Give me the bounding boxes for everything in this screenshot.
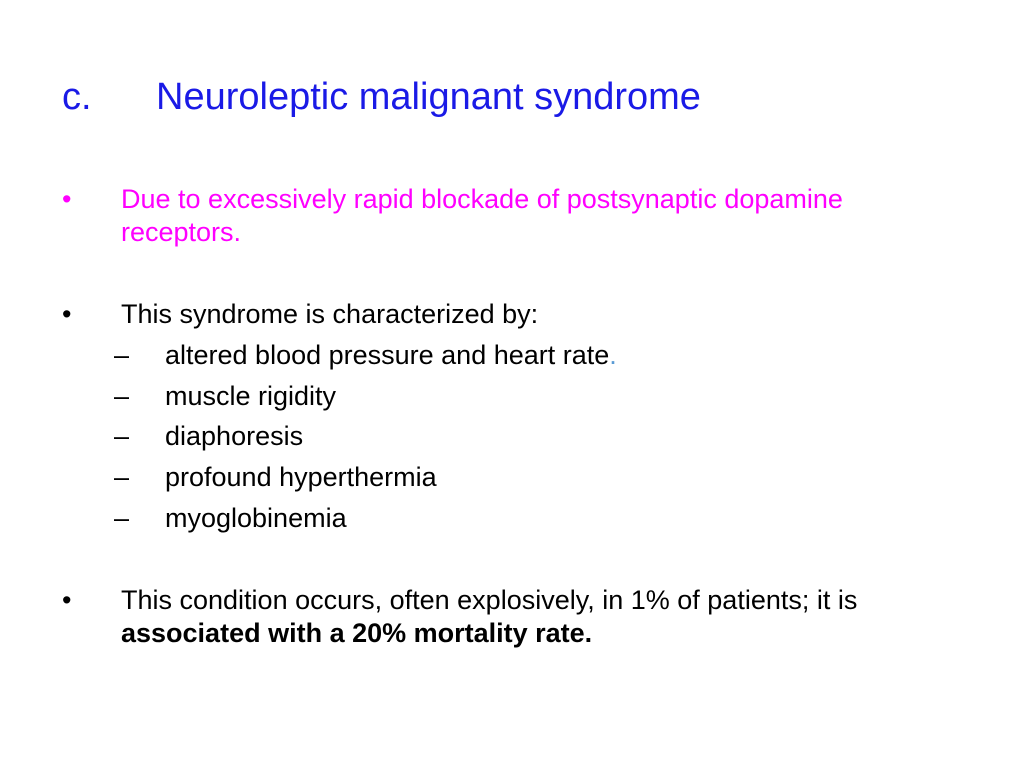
sub-item-marker: – [114, 421, 130, 451]
sub-item-marker: – [114, 503, 130, 533]
bullet-text [121, 584, 941, 650]
bullet-text: This syndrome is characterized by: [121, 299, 539, 329]
bullet-marker: • [62, 585, 72, 615]
sub-item-marker: – [114, 381, 130, 411]
sub-item-text: diaphoresis [165, 421, 304, 451]
bullet-marker: • [62, 184, 72, 214]
title-text: Neuroleptic malignant syndrome [156, 76, 701, 118]
sub-item-text: profound hyperthermia [165, 462, 437, 492]
slide-title [62, 74, 701, 120]
sub-item-text [165, 339, 617, 372]
bullet-text: Due to excessively rapid blockade of postsynaptic dopamine receptors. [121, 184, 843, 247]
sub-item-marker: – [114, 340, 130, 370]
sub-item-marker: – [114, 462, 130, 492]
sub-item-text: myoglobinemia [165, 503, 347, 533]
bullet-text-bold: associated with a 20% mortality rate. [121, 618, 593, 648]
title-marker: c. [62, 76, 92, 118]
sub-item-label: altered blood pressure and heart rate [165, 340, 610, 370]
bullet-text-plain: This condition occurs, often explosively, in 1% of patients; it is [121, 585, 858, 615]
bullet-marker: • [62, 299, 72, 329]
sub-item-text: muscle rigidity [165, 381, 337, 411]
sub-item-trailing-period: . [609, 340, 617, 370]
